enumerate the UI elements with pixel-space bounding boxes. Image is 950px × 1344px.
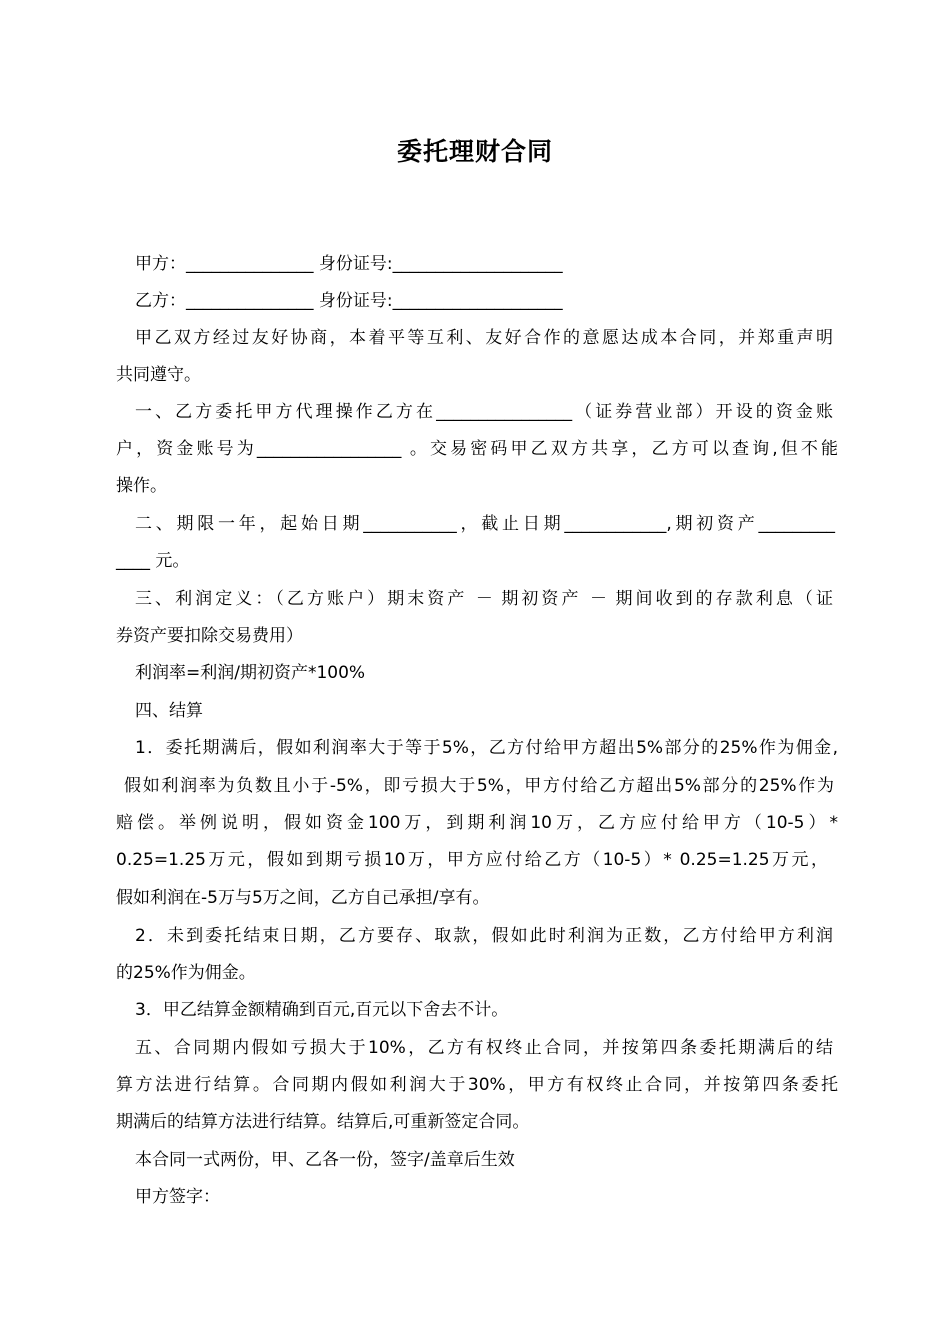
clause-4-1-line-4: 0.25=1.25万元，假如到期亏损10万，甲方应付给乙方（10-5）* 0.25=1.25万元， — [116, 850, 828, 870]
clause-2-line-2: ____ 元。 — [116, 551, 190, 571]
party-b-line: 乙方：_______________ 身份证号:____________________ — [135, 291, 563, 311]
clause-4-1-line-2: 假如利润率为负数且小于-5%，即亏损大于5%，甲方付给乙方超出5%部分的25%作为 — [124, 776, 834, 796]
clause-4-3-line: 3．甲乙结算金额精确到百元,百元以下舍去不计。 — [135, 1000, 509, 1020]
clause-3-line-1: 三、利润定义：（乙方账户）期末资产 － 期初资产 － 期间收到的存款利息（证 — [135, 589, 833, 609]
clause-2-line-1: 二、期限一年，起始日期___________，截止日期____________,期初资产_________ — [135, 514, 835, 534]
document-title: 委托理财合同 — [396, 137, 553, 166]
profit-rate-formula: 利润率=利润/期初资产*100% — [135, 663, 366, 683]
clause-5-line-2: 算方法进行结算。合同期内假如利润大于30%，甲方有权终止合同，并按第四条委托 — [116, 1075, 838, 1095]
party-a-signature-label: 甲方签字： — [135, 1187, 220, 1207]
party-a-line: 甲方：_______________ 身份证号:____________________ — [135, 254, 563, 274]
clause-1-line-3: 操作。 — [116, 476, 167, 496]
clause-4-2-line-2: 的25%作为佣金。 — [116, 963, 256, 983]
clause-4-heading: 四、结算 — [135, 701, 203, 721]
clause-5-line-3: 期满后的结算方法进行结算。结算后,可重新签定合同。 — [116, 1112, 530, 1132]
clause-4-1-line-5: 假如利润在-5万与5万之间，乙方自己承担/享有。 — [116, 888, 490, 908]
copies-clause: 本合同一式两份，甲、乙各一份，签字/盖章后生效 — [135, 1150, 515, 1170]
clause-1-line-1: 一、乙方委托甲方代理操作乙方在________________（证券营业部）开设的资金账 — [135, 402, 833, 422]
clause-5-line-1: 五、合同期内假如亏损大于10%，乙方有权终止合同，并按第四条委托期满后的结 — [135, 1038, 833, 1058]
preamble-line-2: 共同遵守。 — [116, 365, 201, 385]
preamble-line-1: 甲乙双方经过友好协商，本着平等互利、友好合作的意愿达成本合同，并郑重声明 — [135, 328, 833, 348]
clause-1-line-2: 户，资金账号为_________________ 。交易密码甲乙双方共享，乙方可以查询,但不能 — [116, 439, 838, 459]
clause-4-1-line-3: 赔偿。举例说明，假如资金100万，到期利润10万，乙方应付给甲方（10-5）* — [116, 813, 838, 833]
clause-4-1-line-1: 1．委托期满后，假如利润率大于等于5%，乙方付给甲方超出5%部分的25%作为佣金, — [135, 738, 838, 758]
clause-3-line-2: 券资产要扣除交易费用） — [116, 626, 303, 646]
clause-4-2-line-1: 2．未到委托结束日期，乙方要存、取款，假如此时利润为正数，乙方付给甲方利润 — [135, 926, 833, 946]
